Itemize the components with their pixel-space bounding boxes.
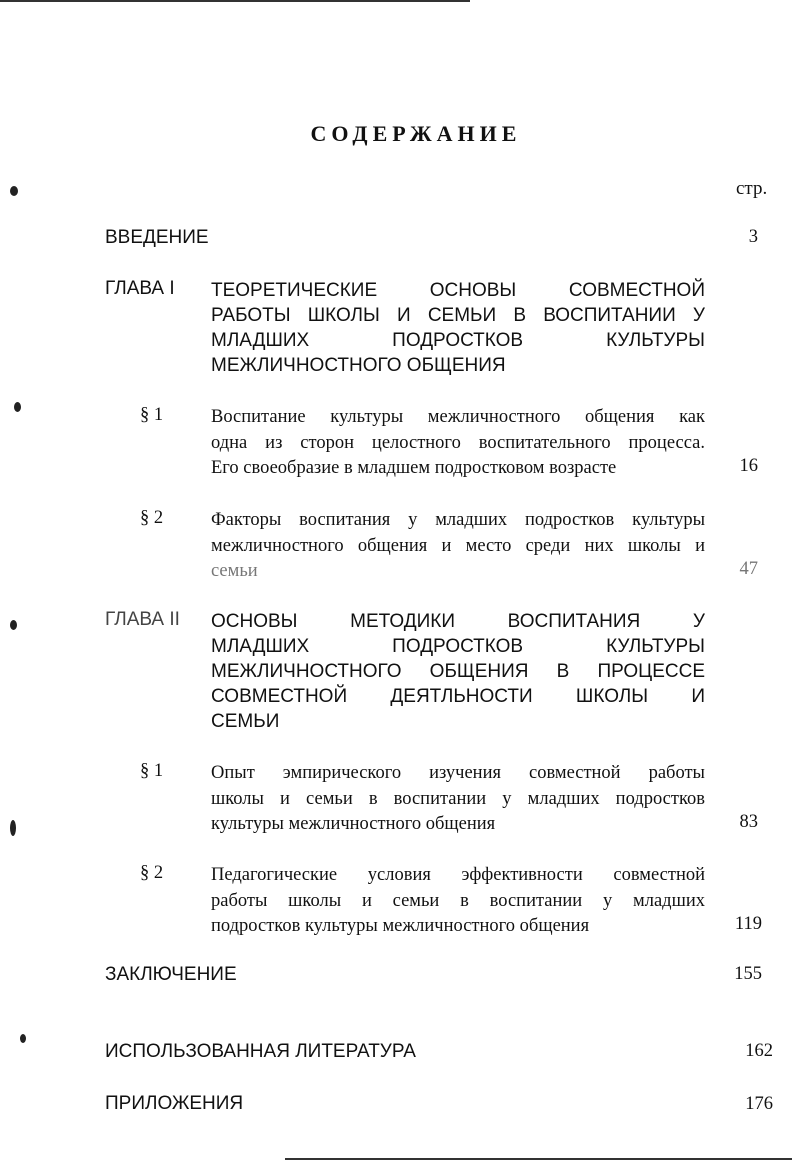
toc-entry-intro-page: 3 <box>748 227 758 247</box>
section-title-line: одна из сторон целостного воспитательного процесса. <box>211 432 705 453</box>
section-title-line: подростков культуры межличностного общения <box>211 916 590 936</box>
chapter-2-section-2-title <box>211 863 705 940</box>
section-title-line: Его своеобразие в младшем подростковом возрасте <box>211 458 617 478</box>
chapter-2-title-line: ОСНОВЫ МЕТОДИКИ ВОСПИТАНИЯ У <box>211 611 705 632</box>
section-title-line: Педагогические условия эффективности совместной <box>211 865 705 885</box>
chapter-2-label: ГЛАВА II <box>105 609 180 630</box>
chapter-2-section-2-number: § 2 <box>140 863 164 883</box>
chapter-1-label: ГЛАВА I <box>105 278 175 299</box>
chapter-1-section-2-page: 47 <box>739 559 758 579</box>
toc-entry-literature-page: 162 <box>745 1041 773 1061</box>
page-title: СОДЕРЖАНИЕ <box>310 121 522 146</box>
chapter-1-section-2-title <box>211 508 705 585</box>
scan-speck <box>10 620 17 630</box>
chapter-2-title-line: СОВМЕСТНОЙ ДЕЯТЛЬНОСТИ ШКОЛЫ И <box>211 686 705 707</box>
chapter-1-title-line: РАБОТЫ ШКОЛЫ И СЕМЬИ В ВОСПИТАНИИ У <box>211 305 705 326</box>
chapter-1-section-1-number: § 1 <box>140 405 164 425</box>
section-title-line: семьи <box>211 561 258 581</box>
section-title-line: культуры межличностного общения <box>211 814 496 834</box>
chapter-1-title-line: МЕЖЛИЧНОСТНОГО ОБЩЕНИЯ <box>211 355 506 376</box>
scan-speck <box>10 186 18 196</box>
chapter-2-section-1-number: § 1 <box>140 761 164 781</box>
chapter-2-section-1-page: 83 <box>739 812 758 832</box>
chapter-1-title-line: ТЕОРЕТИЧЕСКИЕ ОСНОВЫ СОВМЕСТНОЙ <box>211 280 705 301</box>
section-title-line: школы и семьи в воспитании у младших подростков <box>211 788 705 809</box>
chapter-2-title-line: МЛАДШИХ ПОДРОСТКОВ КУЛЬТУРЫ <box>211 636 705 657</box>
chapter-1-title <box>211 278 705 378</box>
toc-entry-literature-label: ИСПОЛЬЗОВАННАЯ ЛИТЕРАТУРА <box>105 1041 416 1062</box>
scan-speck <box>20 1034 26 1043</box>
scan-bottom-rule <box>285 1158 792 1160</box>
chapter-1-section-1-title <box>211 405 705 482</box>
chapter-2-title-line: МЕЖЛИЧНОСТНОГО ОБЩЕНИЯ В ПРОЦЕССЕ <box>211 661 705 682</box>
chapter-2-section-1-title <box>211 761 705 838</box>
page-column-label: стр. <box>736 178 768 199</box>
chapter-2-title-line: СЕМЬИ <box>211 711 280 732</box>
toc-entry-conclusion-page: 155 <box>734 964 762 984</box>
section-title-line: Воспитание культуры межличностного общения как <box>211 407 705 427</box>
toc-entry-appendix-label: ПРИЛОЖЕНИЯ <box>105 1093 244 1114</box>
section-title-line: Опыт эмпирического изучения совместной работы <box>211 763 705 783</box>
scan-top-rule <box>0 0 470 2</box>
chapter-2-section-2-page: 119 <box>734 914 762 934</box>
scan-speck <box>10 820 16 836</box>
section-title-line: работы школы и семьи в воспитании у младших <box>211 890 705 911</box>
toc-entry-conclusion-label: ЗАКЛЮЧЕНИЕ <box>105 964 237 985</box>
scan-speck <box>14 402 21 412</box>
chapter-1-section-2-number: § 2 <box>140 508 164 528</box>
chapter-1-title-line: МЛАДШИХ ПОДРОСТКОВ КУЛЬТУРЫ <box>211 330 705 351</box>
toc-entry-intro-label: ВВЕДЕНИЕ <box>105 227 209 248</box>
section-title-line: Факторы воспитания у младших подростков культуры <box>211 510 705 530</box>
chapter-2-title <box>211 609 705 734</box>
chapter-1-section-1-page: 16 <box>739 456 758 476</box>
toc-entry-appendix-page: 176 <box>745 1094 773 1114</box>
section-title-line: межличностного общения и место среди них школы и <box>211 535 705 556</box>
